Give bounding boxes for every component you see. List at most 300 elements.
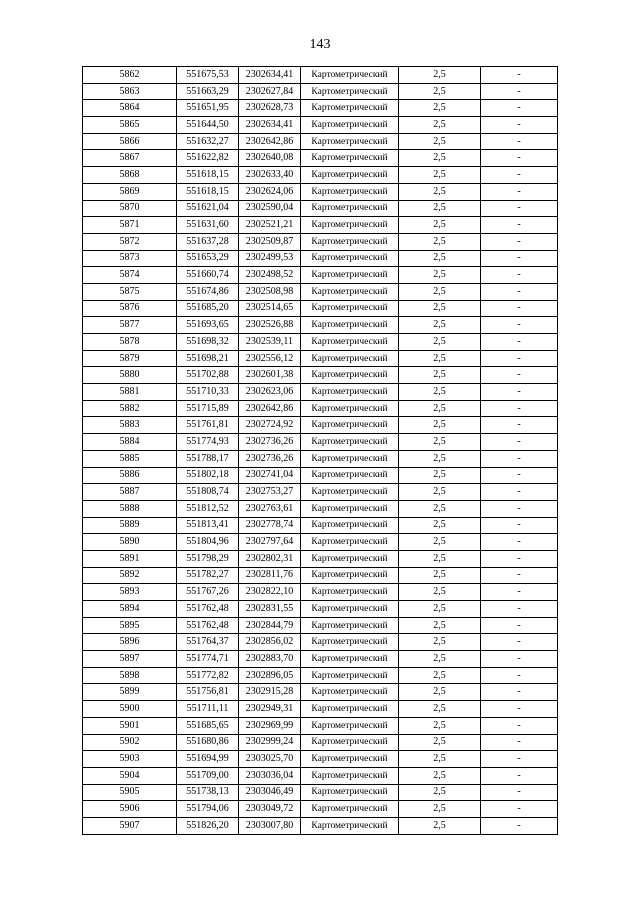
point-number-cell: 5888	[83, 500, 177, 517]
point-number-cell: 5887	[83, 484, 177, 501]
page-number: 143	[309, 37, 331, 52]
method-cell: Картометрический	[301, 651, 399, 668]
point-number-cell: 5868	[83, 167, 177, 184]
y-coordinate-cell: 2302640,08	[239, 150, 301, 167]
accuracy-cell: 2,5	[399, 233, 481, 250]
method-cell: Картометрический	[301, 667, 399, 684]
y-coordinate-cell: 2302802,31	[239, 550, 301, 567]
point-number-cell: 5870	[83, 200, 177, 217]
note-cell: -	[481, 651, 558, 668]
accuracy-cell: 2,5	[399, 500, 481, 517]
table-row	[83, 384, 558, 401]
x-coordinate-cell: 551637,28	[177, 233, 239, 250]
x-coordinate-cell: 551762,48	[177, 617, 239, 634]
x-coordinate-cell: 551756,81	[177, 684, 239, 701]
table-row	[83, 117, 558, 134]
point-number-cell: 5869	[83, 183, 177, 200]
table-row	[83, 417, 558, 434]
accuracy-cell: 2,5	[399, 250, 481, 267]
point-number-cell: 5899	[83, 684, 177, 701]
x-coordinate-cell: 551663,29	[177, 83, 239, 100]
point-number-cell: 5880	[83, 367, 177, 384]
table-row	[83, 784, 558, 801]
x-coordinate-cell: 551762,48	[177, 601, 239, 618]
accuracy-cell: 2,5	[399, 167, 481, 184]
point-number-cell: 5885	[83, 450, 177, 467]
table-row	[83, 250, 558, 267]
method-cell: Картометрический	[301, 133, 399, 150]
point-number-cell: 5865	[83, 117, 177, 134]
method-cell: Картометрический	[301, 183, 399, 200]
table-row	[83, 667, 558, 684]
table-row	[83, 133, 558, 150]
table-row	[83, 367, 558, 384]
table-row	[83, 534, 558, 551]
table-row	[83, 684, 558, 701]
table-row	[83, 150, 558, 167]
method-cell: Картометрический	[301, 117, 399, 134]
x-coordinate-cell: 551660,74	[177, 267, 239, 284]
accuracy-cell: 2,5	[399, 717, 481, 734]
x-coordinate-cell: 551693,65	[177, 317, 239, 334]
method-cell: Картометрический	[301, 334, 399, 351]
point-number-cell: 5895	[83, 617, 177, 634]
method-cell: Картометрический	[301, 250, 399, 267]
x-coordinate-cell: 551680,86	[177, 734, 239, 751]
note-cell: -	[481, 83, 558, 100]
y-coordinate-cell: 2302856,02	[239, 634, 301, 651]
coordinates-table-body	[83, 67, 558, 835]
method-cell: Картометрический	[301, 701, 399, 718]
y-coordinate-cell: 2302624,06	[239, 183, 301, 200]
method-cell: Картометрический	[301, 384, 399, 401]
x-coordinate-cell: 551651,95	[177, 100, 239, 117]
method-cell: Картометрический	[301, 684, 399, 701]
note-cell: -	[481, 584, 558, 601]
point-number-cell: 5871	[83, 217, 177, 234]
point-number-cell: 5894	[83, 601, 177, 618]
method-cell: Картометрический	[301, 150, 399, 167]
accuracy-cell: 2,5	[399, 767, 481, 784]
x-coordinate-cell: 551767,26	[177, 584, 239, 601]
point-number-cell: 5893	[83, 584, 177, 601]
note-cell: -	[481, 767, 558, 784]
note-cell: -	[481, 350, 558, 367]
accuracy-cell: 2,5	[399, 183, 481, 200]
method-cell: Картометрический	[301, 267, 399, 284]
accuracy-cell: 2,5	[399, 367, 481, 384]
point-number-cell: 5898	[83, 667, 177, 684]
point-number-cell: 5874	[83, 267, 177, 284]
note-cell: -	[481, 484, 558, 501]
method-cell: Картометрический	[301, 601, 399, 618]
method-cell: Картометрический	[301, 617, 399, 634]
method-cell: Картометрический	[301, 634, 399, 651]
method-cell: Картометрический	[301, 100, 399, 117]
accuracy-cell: 2,5	[399, 334, 481, 351]
table-row	[83, 200, 558, 217]
accuracy-cell: 2,5	[399, 100, 481, 117]
y-coordinate-cell: 2302753,27	[239, 484, 301, 501]
table-row	[83, 350, 558, 367]
table-row	[83, 467, 558, 484]
table-row	[83, 283, 558, 300]
accuracy-cell: 2,5	[399, 83, 481, 100]
y-coordinate-cell: 2302509,87	[239, 233, 301, 250]
accuracy-cell: 2,5	[399, 517, 481, 534]
y-coordinate-cell: 2302763,61	[239, 500, 301, 517]
point-number-cell: 5866	[83, 133, 177, 150]
point-number-cell: 5881	[83, 384, 177, 401]
y-coordinate-cell: 2303036,04	[239, 767, 301, 784]
table-row	[83, 183, 558, 200]
x-coordinate-cell: 551698,32	[177, 334, 239, 351]
y-coordinate-cell: 2302526,88	[239, 317, 301, 334]
y-coordinate-cell: 2302915,28	[239, 684, 301, 701]
x-coordinate-cell: 551715,89	[177, 400, 239, 417]
method-cell: Картометрический	[301, 400, 399, 417]
accuracy-cell: 2,5	[399, 801, 481, 818]
y-coordinate-cell: 2302822,10	[239, 584, 301, 601]
note-cell: -	[481, 67, 558, 84]
y-coordinate-cell: 2302498,52	[239, 267, 301, 284]
accuracy-cell: 2,5	[399, 117, 481, 134]
x-coordinate-cell: 551782,27	[177, 567, 239, 584]
note-cell: -	[481, 150, 558, 167]
table-row	[83, 817, 558, 834]
point-number-cell: 5878	[83, 334, 177, 351]
accuracy-cell: 2,5	[399, 667, 481, 684]
point-number-cell: 5882	[83, 400, 177, 417]
note-cell: -	[481, 334, 558, 351]
x-coordinate-cell: 551709,00	[177, 767, 239, 784]
note-cell: -	[481, 217, 558, 234]
y-coordinate-cell: 2302778,74	[239, 517, 301, 534]
x-coordinate-cell: 551685,20	[177, 300, 239, 317]
x-coordinate-cell: 551632,27	[177, 133, 239, 150]
table-row	[83, 100, 558, 117]
y-coordinate-cell: 2302539,11	[239, 334, 301, 351]
x-coordinate-cell: 551621,04	[177, 200, 239, 217]
accuracy-cell: 2,5	[399, 300, 481, 317]
note-cell: -	[481, 801, 558, 818]
y-coordinate-cell: 2302736,26	[239, 450, 301, 467]
table-row	[83, 717, 558, 734]
table-row	[83, 601, 558, 618]
method-cell: Картометрический	[301, 751, 399, 768]
accuracy-cell: 2,5	[399, 550, 481, 567]
table-row	[83, 400, 558, 417]
method-cell: Картометрический	[301, 784, 399, 801]
method-cell: Картометрический	[301, 217, 399, 234]
note-cell: -	[481, 417, 558, 434]
y-coordinate-cell: 2302811,76	[239, 567, 301, 584]
method-cell: Картометрический	[301, 500, 399, 517]
y-coordinate-cell: 2302601,38	[239, 367, 301, 384]
table-row	[83, 217, 558, 234]
y-coordinate-cell: 2302844,79	[239, 617, 301, 634]
table-row	[83, 500, 558, 517]
x-coordinate-cell: 551764,37	[177, 634, 239, 651]
point-number-cell: 5886	[83, 467, 177, 484]
note-cell: -	[481, 751, 558, 768]
accuracy-cell: 2,5	[399, 384, 481, 401]
method-cell: Картометрический	[301, 67, 399, 84]
point-number-cell: 5889	[83, 517, 177, 534]
note-cell: -	[481, 467, 558, 484]
note-cell: -	[481, 367, 558, 384]
note-cell: -	[481, 601, 558, 618]
accuracy-cell: 2,5	[399, 584, 481, 601]
table-row	[83, 751, 558, 768]
point-number-cell: 5903	[83, 751, 177, 768]
point-number-cell: 5876	[83, 300, 177, 317]
x-coordinate-cell: 551698,21	[177, 350, 239, 367]
table-row	[83, 334, 558, 351]
method-cell: Картометрический	[301, 550, 399, 567]
point-number-cell: 5897	[83, 651, 177, 668]
note-cell: -	[481, 450, 558, 467]
y-coordinate-cell: 2302627,84	[239, 83, 301, 100]
accuracy-cell: 2,5	[399, 817, 481, 834]
y-coordinate-cell: 2302896,05	[239, 667, 301, 684]
note-cell: -	[481, 167, 558, 184]
y-coordinate-cell: 2303046,49	[239, 784, 301, 801]
y-coordinate-cell: 2302797,64	[239, 534, 301, 551]
point-number-cell: 5862	[83, 67, 177, 84]
note-cell: -	[481, 567, 558, 584]
note-cell: -	[481, 701, 558, 718]
accuracy-cell: 2,5	[399, 283, 481, 300]
x-coordinate-cell: 551711,11	[177, 701, 239, 718]
table-row	[83, 517, 558, 534]
method-cell: Картометрический	[301, 817, 399, 834]
note-cell: -	[481, 117, 558, 134]
table-row	[83, 167, 558, 184]
method-cell: Картометрический	[301, 584, 399, 601]
accuracy-cell: 2,5	[399, 67, 481, 84]
x-coordinate-cell: 551808,74	[177, 484, 239, 501]
y-coordinate-cell: 2302556,12	[239, 350, 301, 367]
table-row	[83, 651, 558, 668]
accuracy-cell: 2,5	[399, 484, 481, 501]
point-number-cell: 5883	[83, 417, 177, 434]
y-coordinate-cell: 2302499,53	[239, 250, 301, 267]
point-number-cell: 5877	[83, 317, 177, 334]
point-number-cell: 5904	[83, 767, 177, 784]
accuracy-cell: 2,5	[399, 417, 481, 434]
method-cell: Картометрический	[301, 717, 399, 734]
x-coordinate-cell: 551631,60	[177, 217, 239, 234]
accuracy-cell: 2,5	[399, 400, 481, 417]
accuracy-cell: 2,5	[399, 217, 481, 234]
table-row	[83, 567, 558, 584]
accuracy-cell: 2,5	[399, 567, 481, 584]
point-number-cell: 5863	[83, 83, 177, 100]
x-coordinate-cell: 551794,06	[177, 801, 239, 818]
y-coordinate-cell: 2303025,70	[239, 751, 301, 768]
note-cell: -	[481, 183, 558, 200]
accuracy-cell: 2,5	[399, 150, 481, 167]
y-coordinate-cell: 2302514,65	[239, 300, 301, 317]
point-number-cell: 5906	[83, 801, 177, 818]
x-coordinate-cell: 551694,99	[177, 751, 239, 768]
point-number-cell: 5896	[83, 634, 177, 651]
note-cell: -	[481, 400, 558, 417]
note-cell: -	[481, 250, 558, 267]
note-cell: -	[481, 133, 558, 150]
x-coordinate-cell: 551618,15	[177, 167, 239, 184]
x-coordinate-cell: 551826,20	[177, 817, 239, 834]
y-coordinate-cell: 2302634,41	[239, 67, 301, 84]
y-coordinate-cell: 2302508,98	[239, 283, 301, 300]
table-row	[83, 634, 558, 651]
x-coordinate-cell: 551812,52	[177, 500, 239, 517]
x-coordinate-cell: 551761,81	[177, 417, 239, 434]
x-coordinate-cell: 551644,50	[177, 117, 239, 134]
x-coordinate-cell: 551802,18	[177, 467, 239, 484]
x-coordinate-cell: 551774,71	[177, 651, 239, 668]
table-row	[83, 617, 558, 634]
y-coordinate-cell: 2302831,55	[239, 601, 301, 618]
y-coordinate-cell: 2303049,72	[239, 801, 301, 818]
note-cell: -	[481, 517, 558, 534]
method-cell: Картометрический	[301, 317, 399, 334]
point-number-cell: 5872	[83, 233, 177, 250]
accuracy-cell: 2,5	[399, 651, 481, 668]
method-cell: Картометрический	[301, 367, 399, 384]
method-cell: Картометрический	[301, 233, 399, 250]
accuracy-cell: 2,5	[399, 601, 481, 618]
x-coordinate-cell: 551675,53	[177, 67, 239, 84]
note-cell: -	[481, 684, 558, 701]
y-coordinate-cell: 2302628,73	[239, 100, 301, 117]
accuracy-cell: 2,5	[399, 200, 481, 217]
table-row	[83, 83, 558, 100]
table-row	[83, 450, 558, 467]
table-row	[83, 267, 558, 284]
accuracy-cell: 2,5	[399, 434, 481, 451]
note-cell: -	[481, 267, 558, 284]
method-cell: Картометрический	[301, 484, 399, 501]
method-cell: Картометрический	[301, 767, 399, 784]
method-cell: Картометрический	[301, 350, 399, 367]
accuracy-cell: 2,5	[399, 534, 481, 551]
table-row	[83, 434, 558, 451]
x-coordinate-cell: 551738,13	[177, 784, 239, 801]
note-cell: -	[481, 784, 558, 801]
y-coordinate-cell: 2302969,99	[239, 717, 301, 734]
point-number-cell: 5891	[83, 550, 177, 567]
accuracy-cell: 2,5	[399, 317, 481, 334]
point-number-cell: 5873	[83, 250, 177, 267]
x-coordinate-cell: 551702,88	[177, 367, 239, 384]
note-cell: -	[481, 717, 558, 734]
table-row	[83, 317, 558, 334]
note-cell: -	[481, 384, 558, 401]
point-number-cell: 5864	[83, 100, 177, 117]
x-coordinate-cell: 551788,17	[177, 450, 239, 467]
method-cell: Картометрический	[301, 517, 399, 534]
method-cell: Картометрический	[301, 734, 399, 751]
y-coordinate-cell: 2302724,92	[239, 417, 301, 434]
note-cell: -	[481, 434, 558, 451]
note-cell: -	[481, 817, 558, 834]
accuracy-cell: 2,5	[399, 701, 481, 718]
method-cell: Картометрический	[301, 83, 399, 100]
accuracy-cell: 2,5	[399, 617, 481, 634]
point-number-cell: 5905	[83, 784, 177, 801]
point-number-cell: 5875	[83, 283, 177, 300]
method-cell: Картометрический	[301, 467, 399, 484]
x-coordinate-cell: 551774,93	[177, 434, 239, 451]
point-number-cell: 5902	[83, 734, 177, 751]
table-row	[83, 233, 558, 250]
note-cell: -	[481, 617, 558, 634]
accuracy-cell: 2,5	[399, 267, 481, 284]
point-number-cell: 5907	[83, 817, 177, 834]
note-cell: -	[481, 283, 558, 300]
y-coordinate-cell: 2302999,24	[239, 734, 301, 751]
coordinates-table	[82, 66, 558, 835]
method-cell: Картометрический	[301, 567, 399, 584]
y-coordinate-cell: 2302883,70	[239, 651, 301, 668]
x-coordinate-cell: 551622,82	[177, 150, 239, 167]
note-cell: -	[481, 734, 558, 751]
x-coordinate-cell: 551710,33	[177, 384, 239, 401]
accuracy-cell: 2,5	[399, 734, 481, 751]
accuracy-cell: 2,5	[399, 784, 481, 801]
table-row	[83, 67, 558, 84]
accuracy-cell: 2,5	[399, 450, 481, 467]
accuracy-cell: 2,5	[399, 684, 481, 701]
accuracy-cell: 2,5	[399, 467, 481, 484]
x-coordinate-cell: 551685,65	[177, 717, 239, 734]
y-coordinate-cell: 2302521,21	[239, 217, 301, 234]
method-cell: Картометрический	[301, 300, 399, 317]
point-number-cell: 5867	[83, 150, 177, 167]
y-coordinate-cell: 2302949,31	[239, 701, 301, 718]
note-cell: -	[481, 667, 558, 684]
table-row	[83, 701, 558, 718]
point-number-cell: 5892	[83, 567, 177, 584]
x-coordinate-cell: 551674,86	[177, 283, 239, 300]
x-coordinate-cell: 551798,29	[177, 550, 239, 567]
y-coordinate-cell: 2302642,86	[239, 133, 301, 150]
table-row	[83, 300, 558, 317]
method-cell: Картометрический	[301, 417, 399, 434]
y-coordinate-cell: 2302741,04	[239, 467, 301, 484]
point-number-cell: 5890	[83, 534, 177, 551]
point-number-cell: 5900	[83, 701, 177, 718]
method-cell: Картометрический	[301, 283, 399, 300]
table-row	[83, 734, 558, 751]
x-coordinate-cell: 551813,41	[177, 517, 239, 534]
table-row	[83, 767, 558, 784]
note-cell: -	[481, 634, 558, 651]
x-coordinate-cell: 551772,82	[177, 667, 239, 684]
y-coordinate-cell: 2302634,41	[239, 117, 301, 134]
point-number-cell: 5884	[83, 434, 177, 451]
method-cell: Картометрический	[301, 200, 399, 217]
y-coordinate-cell: 2302642,86	[239, 400, 301, 417]
x-coordinate-cell: 551653,29	[177, 250, 239, 267]
note-cell: -	[481, 317, 558, 334]
method-cell: Картометрический	[301, 450, 399, 467]
y-coordinate-cell: 2302590,04	[239, 200, 301, 217]
x-coordinate-cell: 551804,96	[177, 534, 239, 551]
point-number-cell: 5901	[83, 717, 177, 734]
